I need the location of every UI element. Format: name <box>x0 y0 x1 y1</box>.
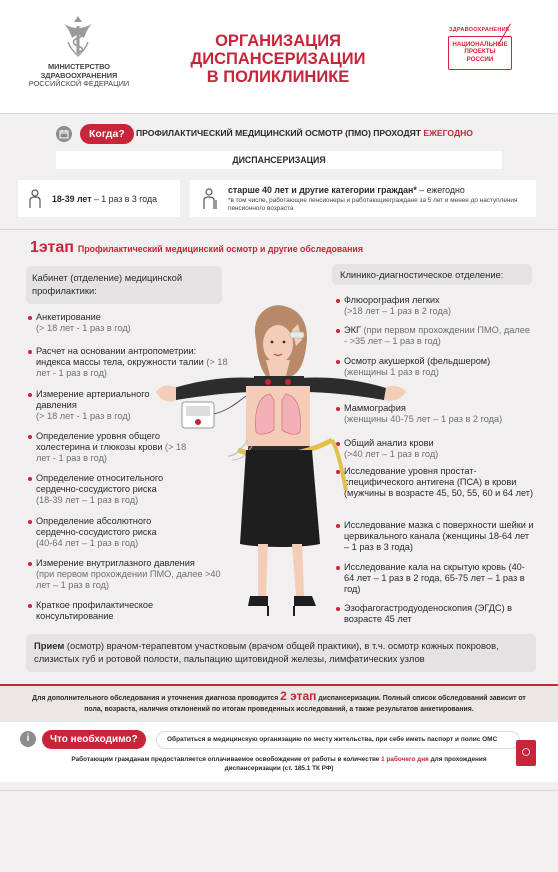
doctor-illustration <box>150 300 412 626</box>
title-line2: ДИСПАНСЕРИЗАЦИИ <box>190 50 366 68</box>
stage1-title: 1этап <box>30 239 74 256</box>
page-title <box>168 32 388 86</box>
clinic-item-main: ЭКГ <box>344 325 361 335</box>
age-group-young-freq: – 1 раз в 3 года <box>91 194 157 204</box>
cabinet-item-sub: (> 18 лет - 1 раз в год) <box>36 357 228 379</box>
age-group-senior-text <box>228 185 465 195</box>
calendar-icon <box>56 126 72 142</box>
bullet-icon <box>28 435 32 439</box>
stage2-before: Для дополнительного обследования и уточнения диагноза проводится <box>32 695 281 702</box>
ministry-line3: РОССИЙСКОЙ ФЕДЕРАЦИИ <box>28 79 130 89</box>
clinic-item-sub: (женщины 40-75 лет – 1 раз в 2 года) <box>344 414 503 425</box>
passport-icon <box>516 740 536 766</box>
cabinet-title: Кабинет (отделение) медицинской профилактики: <box>26 266 222 304</box>
bullet-icon <box>28 393 32 397</box>
clinic-title: Клинико-диагностическое отделение: <box>332 264 532 285</box>
np-line2: ПРОЕКТЫ <box>464 48 496 56</box>
bullet-icon <box>28 316 32 320</box>
work-leave-text <box>56 755 502 773</box>
bullet-icon <box>28 562 32 566</box>
cabinet-item-main: Определение абсолютного сердечно-сосудистого риска <box>36 516 157 538</box>
cabinet-item-main: Измерение внутриглазного давления <box>36 558 195 568</box>
reception-bold: Прием <box>34 640 65 651</box>
divider <box>0 113 558 114</box>
bullet-icon <box>28 604 32 608</box>
ministry-emblem-icon <box>60 14 96 58</box>
work-before: Работающим гражданам предоставляется оплачиваемое освобождение от работы в количестве <box>71 756 382 763</box>
stage2-text <box>24 691 534 715</box>
requirements-section <box>0 722 558 782</box>
age-group-young <box>18 180 180 217</box>
cabinet-item-main: Краткое профилактическое консультирование <box>36 600 154 622</box>
age-group-senior-note: *в том числе, работающие пенсионеры и работающиеграждане за 5 лет и менее до наступления пенсионного возраста <box>228 197 518 212</box>
ministry-line1: МИНИСТЕРСТВО <box>47 62 111 71</box>
cabinet-item-sub: (> 18 лет - 1 раз в год) <box>36 442 187 464</box>
clinic-item-main: Исследование мазка с поверхности шейки и цервикального канала (женщины 18-64 лет – 1 раз в 3 года) <box>344 520 534 553</box>
cabinet-item-main: Определение уровня общего холестерина и глюкозы крови <box>36 431 163 453</box>
np-logo-small-text: ЗДРАВООХРАНЕНИЕ <box>449 27 510 33</box>
cabinet-item-sub: (40-64 лет – 1 раз в год) <box>36 538 139 549</box>
cabinet-item-sub: (> 18 лет - 1 раз в год) <box>36 323 131 334</box>
stage1-subtitle: Профилактический медицинский осмотр и другие обследования <box>77 244 363 254</box>
age-group-young-age: 18-39 лет <box>52 194 92 204</box>
when-description: ПРОФИЛАКТИЧЕСКИЙ МЕДИЦИНСКИЙ ОСМОТР (ПМО) ПРОХОДЯТ <box>136 128 422 138</box>
cabinet-item-main: Анкетирование <box>36 312 101 322</box>
therapist-reception <box>26 634 536 672</box>
when-text <box>136 128 473 138</box>
header <box>0 0 558 113</box>
work-highlight: 1 рабочего дня <box>381 756 429 763</box>
divider <box>0 790 558 791</box>
clinic-item-main: Исследование уровня простат-специфического антигена (ПСА) в крови (мужчины в возрасте 45, 50, 55, 60 и 64 лет) <box>344 466 534 499</box>
when-highlight: ЕЖЕГОДНО <box>423 128 473 138</box>
clinic-item-sub: (>40 лет – 1 раз в год) <box>344 449 439 460</box>
age-group-young-text <box>52 194 157 204</box>
stage2-highlight: 2 этап <box>280 689 317 703</box>
title-line3: В ПОЛИКЛИНИКЕ <box>206 68 350 86</box>
cabinet-item-main: Измерение артериального давления <box>36 389 150 411</box>
info-icon: i <box>20 731 36 747</box>
stage2-after: диспансеризации. Полный список обследований зависит от пола, возраста, наличия отклонений по итогам проведенных исследований, а также результатов анкетирования. <box>84 695 526 713</box>
cabinet-item-sub: (18-39 лет – 1 раз в год) <box>36 495 139 506</box>
divider <box>0 229 558 230</box>
stage2-section <box>0 684 558 722</box>
dispensary-heading: ДИСПАНСЕРИЗАЦИЯ <box>56 151 502 169</box>
cabinet-item-main: Расчет на основании антропометрии: индекса массы тела, окружности талии <box>36 346 204 368</box>
title-line1: ОРГАНИЗАЦИЯ <box>215 32 341 50</box>
reception-text: (осмотр) врачом-терапевтом участковым (врачом общей практики), в т.ч. осмотр кожных покровов, слизистых губ и ротовой полости, пальпацию щитовидной железы, лимфатических узлов <box>34 640 499 664</box>
clinic-item-main: Исследование кала на скрытую кровь (40-64 лет – 1 раз в 2 года, 65-75 лет – 1 раз в год) <box>344 562 525 595</box>
cabinet-item-main: Определение относительного сердечно-сосудистого риска <box>36 473 164 495</box>
requirements-badge: Что необходимо? <box>42 730 146 749</box>
when-row <box>56 124 516 144</box>
passport-emblem <box>522 748 530 756</box>
age-group-senior <box>190 180 536 217</box>
stage1-heading <box>30 239 363 257</box>
clinic-item-sub: (женщины 1 раз в год) <box>344 367 439 378</box>
cabinet-item-sub: (при первом прохождении ПМО, далее >40 лет – 1 раз в год) <box>36 569 221 591</box>
ministry-name <box>18 63 140 89</box>
bullet-icon <box>28 520 32 524</box>
age-group-senior-freq: – ежегодно <box>416 185 465 195</box>
when-badge: Когда? <box>80 124 134 144</box>
clinic-item-main: Маммография <box>344 403 406 413</box>
bullet-icon <box>28 477 32 481</box>
age-group-senior-age: старше 40 лет и другие категории граждан* <box>228 185 417 195</box>
clinic-item-sub: (при первом прохождении ПМО, далее - >35 лет – 1 раз в год) <box>344 325 530 347</box>
np-logo-text <box>452 41 508 63</box>
cabinet-item-sub: (> 18 лет - 1 раз в год) <box>36 411 131 422</box>
elderly-person-icon <box>202 188 218 210</box>
work-after: для прохождения диспансеризации (ст. 185.1 ТК РФ) <box>224 756 487 772</box>
clinic-item-sub: (>18 лет – 1 раз в 2 года) <box>344 306 452 317</box>
clinic-item-main: Эзофагогастродуоденоскопия (ЭГДС) в возрасте 45 лет <box>344 603 513 625</box>
clinic-item-main: Осмотр акушеркой (фельдшером) <box>344 356 491 366</box>
np-line3: РОССИИ <box>466 55 494 63</box>
clinic-item-main: Флюорография легких <box>344 295 440 305</box>
requirements-text: Обратиться в медицинскую организацию по месту жительства, при себе иметь паспорт и полис ОМС <box>156 731 520 749</box>
clinic-item-main: Общий анализ крови <box>344 438 434 448</box>
bullet-icon <box>28 350 32 354</box>
person-icon <box>28 189 42 209</box>
np-line1: НАЦИОНАЛЬНЫЕ <box>452 41 508 48</box>
ministry-line2: ЗДРАВООХРАНЕНИЯ <box>40 70 118 80</box>
